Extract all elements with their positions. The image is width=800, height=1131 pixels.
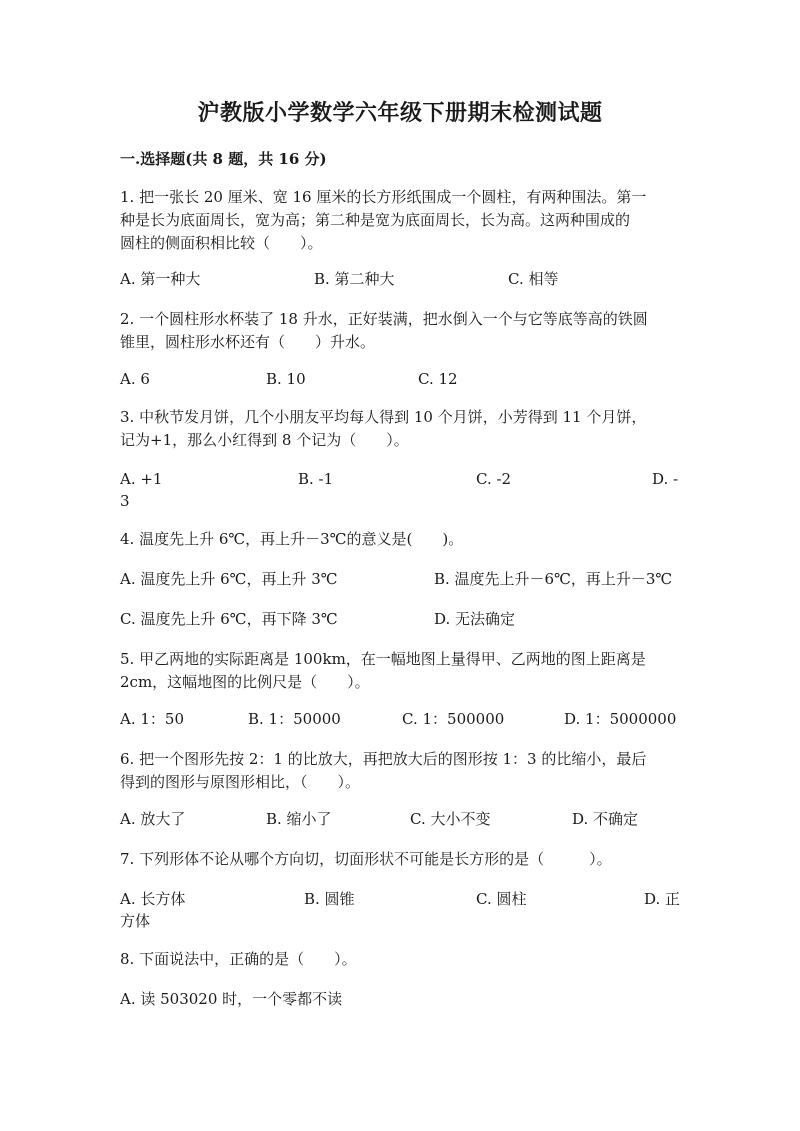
question-line: 种是长为底面周长，宽为高；第二种是宽为底面周长，长为高。这两种围成的 (120, 211, 631, 229)
q7-option-b[interactable]: B. 圆锥 (304, 890, 355, 908)
q1-option-c[interactable]: C. 相等 (508, 270, 559, 288)
question-8 (120, 948, 680, 971)
question-line: 6. 把一个图形先按 2：1 的比放大，再把放大后的图形按 1：3 的比缩小，最后 (120, 750, 647, 768)
page-title: 沪教版小学数学六年级下册期末检测试题 (197, 100, 603, 126)
question-line: 1. 把一张长 20 厘米、宽 16 厘米的长方形纸围成一个圆柱，有两种围法。第一 (120, 188, 647, 206)
q5-option-d[interactable]: D. 1：5000000 (564, 710, 677, 728)
question-line: 圆柱的侧面积相比较（ ）。 (120, 234, 323, 252)
q5-option-c[interactable]: C. 1：500000 (402, 710, 505, 728)
q6-option-d[interactable]: D. 不确定 (572, 810, 639, 828)
q3-option-a[interactable]: A. +1 (120, 470, 163, 488)
question-line: 2. 一个圆柱形水杯装了 18 升水，正好装满，把水倒入一个与它等底等高的铁圆 (120, 310, 648, 328)
question-line: 7. 下列形体不论从哪个方向切，切面形状不可能是长方形的是（ ）。 (120, 850, 612, 868)
q7-option-d-wrap: 方体 (120, 912, 151, 930)
question-6 (120, 748, 680, 794)
question-line: 3. 中秋节发月饼，几个小朋友平均每人得到 10 个月饼，小芳得到 11 个月饼， (120, 408, 647, 426)
section-heading: 一.选择题(共 8 题，共 16 分) (120, 150, 327, 168)
q6-option-a[interactable]: A. 放大了 (120, 810, 186, 828)
question-line: 锥里，圆柱形水杯还有（ ）升水。 (120, 333, 376, 351)
question-line: 5. 甲乙两地的实际距离是 100km，在一幅地图上量得甲、乙两地的图上距离是 (120, 650, 646, 668)
question-line: 记为+1，那么小红得到 8 个记为（ ）。 (120, 431, 409, 449)
q3-option-d[interactable]: D. - (652, 470, 679, 488)
q7-option-a[interactable]: A. 长方体 (120, 890, 186, 908)
question-line: 8. 下面说法中，正确的是（ ）。 (120, 950, 357, 968)
question-2 (120, 308, 680, 354)
q1-option-b[interactable]: B. 第二种大 (314, 270, 395, 288)
q3-option-b[interactable]: B. -1 (298, 470, 334, 488)
question-5 (120, 648, 680, 694)
q6-option-b[interactable]: B. 缩小了 (266, 810, 332, 828)
q7-option-d[interactable]: D. 正 (644, 890, 681, 908)
q3-option-c[interactable]: C. -2 (476, 470, 512, 488)
q2-option-a[interactable]: A. 6 (120, 370, 150, 388)
question-line: 4. 温度先上升 6℃，再上升－3℃的意义是( )。 (120, 530, 464, 548)
q4-option-a[interactable]: A. 温度先上升 6℃，再上升 3℃ (120, 570, 338, 588)
q5-option-a[interactable]: A. 1：50 (120, 710, 184, 728)
q4-option-c[interactable]: C. 温度先上升 6℃，再下降 3℃ (120, 610, 338, 628)
q2-option-c[interactable]: C. 12 (418, 370, 458, 388)
q2-option-b[interactable]: B. 10 (266, 370, 306, 388)
question-line: 得到的图形与原图形相比，（ ）。 (120, 773, 361, 791)
q1-option-a[interactable]: A. 第一种大 (120, 270, 201, 288)
question-1 (120, 186, 680, 255)
q4-option-b[interactable]: B. 温度先上升－6℃，再上升－3℃ (434, 570, 673, 588)
q6-option-c[interactable]: C. 大小不变 (410, 810, 491, 828)
question-4 (120, 528, 680, 551)
q3-option-d-wrap: 3 (120, 492, 130, 510)
q5-option-b[interactable]: B. 1：50000 (248, 710, 341, 728)
q4-option-d[interactable]: D. 无法确定 (434, 610, 516, 628)
question-3 (120, 406, 680, 452)
question-7 (120, 848, 680, 871)
q7-option-c[interactable]: C. 圆柱 (476, 890, 527, 908)
question-line: 2cm，这幅地图的比例尺是（ ）。 (120, 673, 370, 691)
q8-option-a[interactable]: A. 读 503020 时，一个零都不读 (120, 990, 343, 1008)
